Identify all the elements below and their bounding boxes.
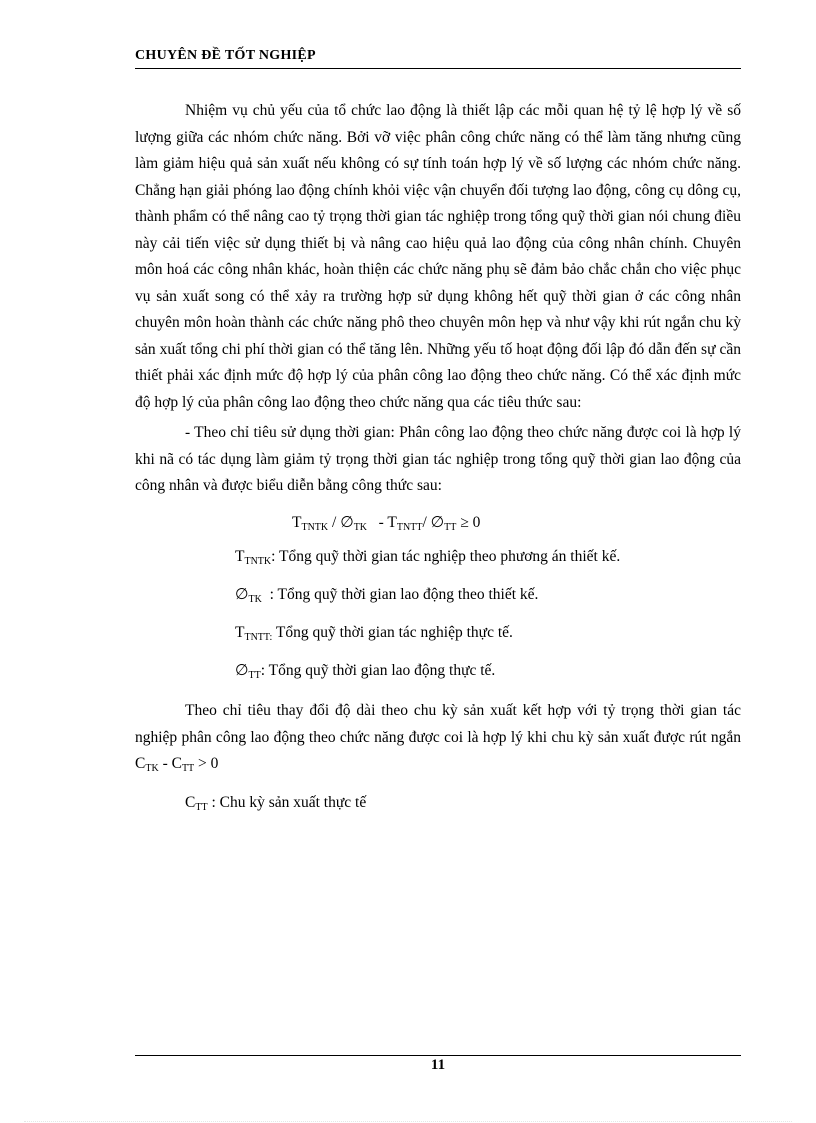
formula-sub-tt: TT xyxy=(444,521,457,533)
cycle-mid: - C xyxy=(158,755,182,772)
ctt-subscript: TT xyxy=(195,801,208,813)
formula-sub-tntk: TNTK xyxy=(301,521,329,533)
definition-symbol: ∅ xyxy=(235,586,249,603)
definition-tt xyxy=(135,658,741,684)
formula-sub-tntt: TNTT xyxy=(396,521,423,533)
formula-slash-2: / ∅ xyxy=(422,513,445,531)
page-bottom-border xyxy=(24,1121,792,1122)
page-number: 11 xyxy=(430,1057,446,1073)
formula-minus: - T xyxy=(367,513,397,531)
cycle-sub-tk: TK xyxy=(145,763,159,774)
formula-tail: ≥ 0 xyxy=(456,513,481,531)
definition-symbol: T xyxy=(235,548,245,565)
ctt-text: : Chu kỳ sản xuất thực tế xyxy=(207,793,367,811)
definition-tntt xyxy=(135,620,741,646)
definition-subscript: TT xyxy=(248,670,261,681)
definition-tntk xyxy=(135,544,741,570)
header-divider xyxy=(135,68,741,69)
definition-text: : Tổng quỹ thời gian lao động theo thiết kế. xyxy=(261,586,539,603)
formula-t1: T xyxy=(292,513,302,531)
definition-symbol: ∅ xyxy=(235,662,249,679)
ctt-symbol: C xyxy=(185,793,196,811)
definition-symbol: T xyxy=(235,624,245,641)
definition-subscript: TNTK xyxy=(244,556,272,567)
cycle-text: Theo chỉ tiêu thay đổi độ dài theo chu kỳ sản xuất kết hợp với tỷ trọng thời gian tác nghiệp phân công lao động theo chức năng được coi là hợp lý khi chu kỳ sản xuất được rút ngắn C xyxy=(135,702,741,772)
cycle-sub-tt: TT xyxy=(181,763,195,774)
footer-divider xyxy=(135,1055,741,1056)
definition-tk xyxy=(135,582,741,608)
paragraph-cycle-criterion xyxy=(135,698,741,778)
document-body xyxy=(135,98,741,816)
formula-sub-tk: TK xyxy=(353,521,368,533)
document-header-title: CHUYÊN ĐỀ TỐT NGHIỆP xyxy=(135,48,316,63)
paragraph-intro: Nhiệm vụ chủ yếu của tổ chức lao động là thiết lập các mỗi quan hệ tỷ lệ hợp lý về số lượng giữa các nhóm chức năng. Bởi vỡ việc phân công chức năng có thể làm tăng nhưng cũng làm giảm hiệu quả sản xuất nếu không có sự tính toán hợp lý về số lượng các nhóm chức năng. Chẳng hạn giải phóng lao động chính khỏi việc vận chuyển đối tượng lao động, công cụ dông cụ, thành phẩm có thể nâng cao tỷ trọng thời gian tác nghiệp trong tổng quỹ thời gian nói chung điều này cải tiến việc sử dụng thiết bị và nâng cao hiệu quả lao động của công nhân chính. Chuyên môn hoá các công nhân khác, hoàn thiện các chức năng phụ sẽ đảm bảo chắc chắn cho việc phục vụ sản xuất song có thể xảy ra trường hợp sử dụng không hết quỹ thời gian ở các công nhân chuyên môn hoàn thành các chức năng phô theo chuyên môn hẹp và như vậy khi rút ngắn chu kỳ sản xuất tổng chi phí thời gian có thể tăng lên. Những yếu tố hoạt động đối lập đó dẫn đến sự cần thiết phải xác định mức độ hợp lý của phân công lao động theo chức năng. Có thể xác định mức độ hợp lý của phân công lao động theo chức năng qua các tiêu thức sau: xyxy=(135,102,741,411)
definition-ctt xyxy=(135,790,741,817)
formula-slash-1: / ∅ xyxy=(328,513,354,531)
definition-subscript: TNTT: xyxy=(244,632,273,643)
paragraph-time-criterion: - Theo chỉ tiêu sử dụng thời gian: Phân công lao động theo chức năng được coi là hợp lý khi nã có tác dụng làm giảm tỷ trọng thời gian tác nghiệp trong tổng quỹ thời gian lao động của công nhân và được biểu diễn bằng công thức sau: xyxy=(135,424,741,494)
definition-text: Tổng quỹ thời gian tác nghiệp thực tế. xyxy=(272,624,513,641)
definition-subscript: TK xyxy=(248,594,262,605)
cycle-tail: > 0 xyxy=(194,755,219,772)
formula xyxy=(135,510,741,537)
definition-text: : Tổng quỹ thời gian tác nghiệp theo phương án thiết kế. xyxy=(271,548,621,565)
definition-text: : Tổng quỹ thời gian lao động thực tế. xyxy=(260,662,496,679)
